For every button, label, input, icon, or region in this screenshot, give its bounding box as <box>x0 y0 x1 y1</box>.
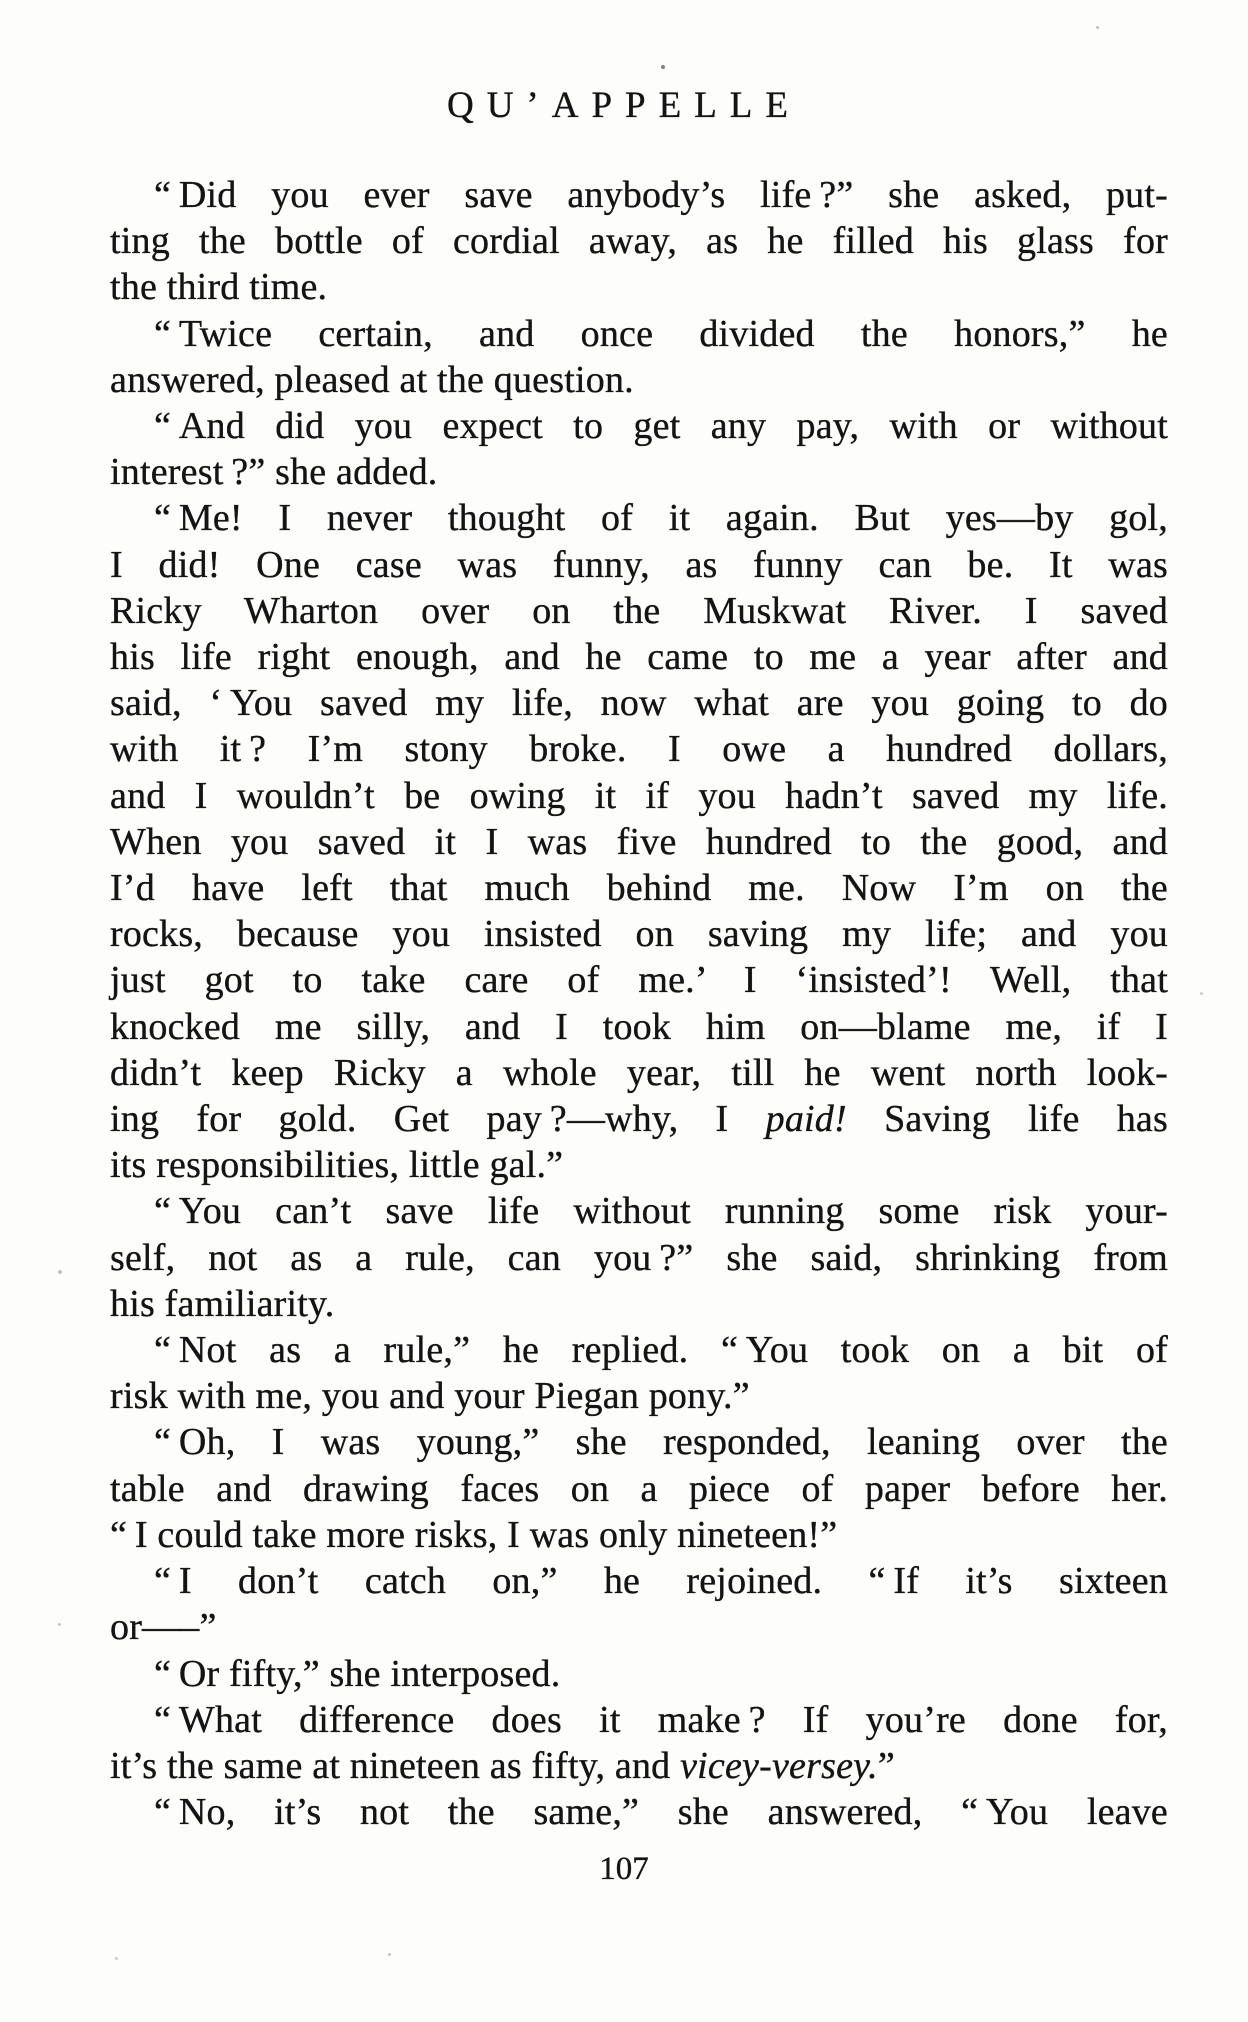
text-segment: just got to take care of me.’ I ‘insisted’! Well, that <box>110 959 1168 1002</box>
text-line <box>110 680 1168 726</box>
text-line <box>110 1743 1168 1789</box>
text-line <box>110 357 1168 403</box>
text-line <box>110 1327 1168 1373</box>
text-segment: “ I don’t catch on,” he rejoined. “ If it’s sixteen <box>154 1560 1168 1603</box>
paragraph <box>110 1789 1168 1835</box>
text-segment: it’s the same at nineteen as fifty, and <box>110 1744 681 1787</box>
text-segment: “ What difference does it make ? If you’re done for, <box>154 1698 1168 1741</box>
text-segment: “ Oh, I was young,” she responded, leaning over the <box>154 1421 1168 1464</box>
text-line <box>110 449 1168 495</box>
text-line <box>110 588 1168 634</box>
text-line <box>110 172 1168 218</box>
paragraph <box>110 172 1168 311</box>
text-segment: interest ?” she added. <box>110 451 438 494</box>
text-segment: “ Not as a rule,” he replied. “ You took on a bit of <box>154 1329 1168 1372</box>
text-line <box>110 957 1168 1003</box>
paragraph <box>110 1558 1168 1650</box>
paragraph <box>110 403 1168 495</box>
text-line <box>110 773 1168 819</box>
italic-text: paid! <box>765 1098 847 1141</box>
text-line <box>110 634 1168 680</box>
text-segment: “ Me! I never thought of it again. But yes—by gol, <box>154 497 1168 540</box>
text-line <box>110 218 1168 264</box>
text-segment: “ Did you ever save anybody’s life ?” she asked, put- <box>154 174 1168 216</box>
text-segment: or—–” <box>110 1606 217 1649</box>
paragraph <box>110 1651 1168 1697</box>
text-line <box>110 1512 1168 1558</box>
text-segment: its responsibilities, little gal.” <box>110 1144 564 1187</box>
text-segment: I’d have left that much behind me. Now I’m on the <box>110 867 1168 910</box>
text-line <box>110 1697 1168 1743</box>
text-segment: “ Twice certain, and once divided the honors,” he <box>154 312 1168 355</box>
text-segment: said, ‘ You saved my life, now what are you going to do <box>110 682 1168 725</box>
text-segment: self, not as a rule, can you ?” she said, shrinking from <box>110 1236 1168 1279</box>
text-segment: his life right enough, and he came to me a year after and <box>110 636 1168 679</box>
text-line <box>110 1281 1168 1327</box>
text-segment: the third time. <box>110 266 328 309</box>
text-segment: “ And did you expect to get any pay, with or without <box>154 405 1168 448</box>
text-segment: ting the bottle of cordial away, as he filled his glass for <box>110 220 1168 263</box>
text-segment: rocks, because you insisted on saving my life; and you <box>110 913 1168 956</box>
text-segment: Ricky Wharton over on the Muskwat River. I saved <box>110 589 1168 632</box>
scan-speck <box>388 1953 391 1956</box>
text-segment: ” <box>877 1744 895 1787</box>
text-segment: I did! One case was funny, as funny can be. It was <box>110 543 1168 586</box>
text-segment: with it ? I’m stony broke. I owe a hundred dollars, <box>110 728 1168 771</box>
text-line <box>110 1604 1168 1650</box>
paragraph <box>110 1419 1168 1558</box>
text-segment: Saving life has <box>846 1098 1168 1141</box>
text-segment: When you saved it I was five hundred to the good, and <box>110 820 1168 863</box>
text-line <box>110 1096 1168 1142</box>
text-segment: “ No, it’s not the same,” she answered, “ You leave <box>154 1791 1168 1834</box>
text-segment: answered, pleased at the question. <box>110 358 634 401</box>
paragraph <box>110 311 1168 403</box>
scan-speck <box>1096 26 1099 29</box>
text-line <box>110 1651 1168 1697</box>
text-line <box>110 819 1168 865</box>
text-line <box>110 726 1168 772</box>
paragraph <box>110 1327 1168 1419</box>
text-line <box>110 1235 1168 1281</box>
text-line <box>110 911 1168 957</box>
text-line <box>110 865 1168 911</box>
text-line <box>110 1050 1168 1096</box>
text-line <box>110 1419 1168 1465</box>
scan-speck <box>58 1623 61 1626</box>
text-line <box>110 1558 1168 1604</box>
text-segment: risk with me, you and your Piegan pony.” <box>110 1375 750 1418</box>
text-segment: table and drawing faces on a piece of paper before her. <box>110 1467 1168 1510</box>
paragraph <box>110 1697 1168 1789</box>
text-segment: “ You can’t save life without running some risk your- <box>154 1190 1168 1233</box>
text-segment: “ Or fifty,” she interposed. <box>154 1652 561 1695</box>
paragraph <box>110 1188 1168 1327</box>
text-line <box>110 542 1168 588</box>
text-segment: his familiarity. <box>110 1282 335 1325</box>
text-line <box>110 1188 1168 1234</box>
paragraph <box>110 495 1168 1188</box>
scan-speck <box>58 1270 62 1274</box>
italic-text: vicey-versey. <box>680 1744 878 1787</box>
text-segment: and I wouldn’t be owing it if you hadn’t saved my life. <box>110 774 1168 817</box>
text-line <box>110 311 1168 357</box>
text-line <box>110 1142 1168 1188</box>
page-title: QU’APPELLE <box>446 85 802 126</box>
text-line <box>110 1466 1168 1512</box>
text-line <box>110 403 1168 449</box>
text-segment: ing for gold. Get pay ?—why, I <box>110 1098 766 1141</box>
page-number: 107 <box>599 1851 649 1888</box>
scan-speck <box>115 1957 118 1960</box>
text-line <box>110 264 1168 310</box>
text-segment: knocked me silly, and I took him on—blame me, if I <box>110 1005 1168 1048</box>
text-segment: didn’t keep Ricky a whole year, till he went north look- <box>110 1051 1168 1094</box>
scan-speck <box>1200 992 1203 995</box>
text-line <box>110 1789 1168 1835</box>
text-block <box>110 172 1168 1835</box>
text-line <box>110 1004 1168 1050</box>
text-line <box>110 495 1168 541</box>
text-segment: “ I could take more risks, I was only nineteen!” <box>110 1513 838 1556</box>
scan-speck <box>661 65 665 69</box>
text-line <box>110 1373 1168 1419</box>
